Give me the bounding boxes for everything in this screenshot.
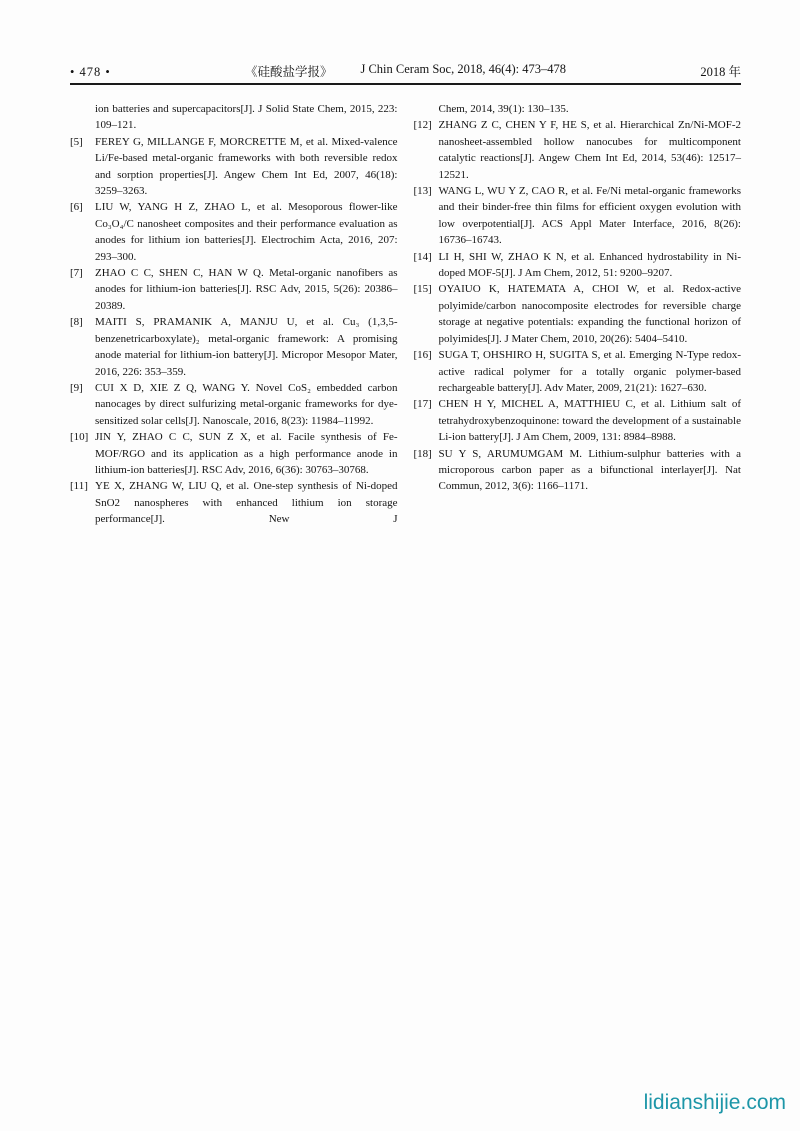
reference-number: [16]	[413, 349, 432, 362]
reference-item-11-continued	[414, 101, 742, 117]
reference-item-6	[70, 199, 398, 265]
reference-number: [12]	[413, 119, 432, 132]
header-rule	[70, 83, 741, 85]
reference-number: [13]	[413, 185, 432, 198]
reference-item-17	[414, 396, 742, 445]
reference-item-16	[414, 347, 742, 396]
reference-text: JIN Y, ZHAO C C, SUN Z X, et al. Facile synthesis of Fe-MOF/RGO and its application as a high performance anode in lithium-ion batteries[J]. RSC Adv, 2016, 6(36): 30763–30768.	[95, 431, 398, 476]
reference-number: [6]	[70, 201, 83, 214]
reference-number: [11]	[70, 480, 88, 493]
reference-number: [15]	[413, 283, 432, 296]
reference-text: LIU W, YANG H Z, ZHAO L, et al. Mesoporous flower-like Co₃O₄/C nanosheet composites and their performance evaluation as anodes for lithium ion batteries[J]. Electrochim Acta, 2016, 207: 293–300.	[95, 201, 398, 263]
reference-number: [5]	[70, 135, 83, 148]
reference-number: [18]	[413, 447, 432, 460]
reference-number: [14]	[413, 250, 432, 263]
reference-item-8	[70, 314, 398, 380]
reference-number: [17]	[413, 398, 432, 411]
reference-item-9	[70, 380, 398, 429]
reference-number: [8]	[70, 316, 83, 329]
reference-text: ZHANG Z C, CHEN Y F, HE S, et al. Hierarchical Zn/Ni-MOF-2 nanosheet-assembled hollow nanocubes for multicomponent catalytic reactions[J]. Angew Chem Int Ed, 2014, 53(46): 12517–12521.	[438, 119, 741, 181]
reference-item-5	[70, 134, 398, 200]
page-number: • 478 •	[70, 65, 111, 79]
page-header	[70, 62, 741, 80]
references-section	[70, 101, 741, 528]
reference-text: CHEN H Y, MICHEL A, MATTHIEU C, et al. Lithium salt of tetrahydroxybenzoquinone: toward the development of a sustainable Li-ion battery[J]. J Am Chem, 2009, 131: 8984–8988.	[438, 398, 741, 444]
reference-text: SU Y S, ARUMUMGAM M. Lithium-sulphur batteries with a microporous carbon paper as a bifunctional interlayer[J]. Nat Commun, 2012, 3(6): 1166–1171.	[438, 447, 741, 493]
reference-item-18	[414, 446, 742, 495]
reference-text: YE X, ZHANG W, LIU Q, et al. One-step synthesis of Ni-doped SnO2 nanospheres with enhanced lithium ion storage performance[J]. New J	[95, 480, 398, 526]
running-head	[220, 62, 591, 80]
references-column-left	[70, 101, 398, 528]
reference-item-11	[70, 478, 398, 527]
reference-text: SUGA T, OHSHIRO H, SUGITA S, et al. Emerging N-Type redox-active radical polymer for a totally organic polymer-based rechargeable battery[J]. Adv Mater, 2009, 21(21): 1627–630.	[438, 349, 741, 394]
journal-citation: J Chin Ceram Soc, 2018, 46(4): 473–478	[360, 62, 567, 76]
reference-item-10	[70, 429, 398, 478]
watermark-site-url: lidianshijie.com	[643, 1091, 786, 1114]
reference-text: ZHAO C C, SHEN C, HAN W Q. Metal-organic nanofibers as anodes for lithium-ion batteries[J]. RSC Adv, 2015, 5(26): 20386–20389.	[95, 267, 398, 312]
reference-number: [7]	[70, 267, 83, 280]
reference-item-12	[414, 117, 742, 183]
references-column-right	[414, 101, 742, 528]
reference-item-7	[70, 265, 398, 314]
journal-title-chinese: 《硅酸盐学报》	[244, 65, 333, 79]
reference-item-4-continued	[70, 101, 398, 134]
reference-number: [10]	[70, 431, 89, 444]
reference-text: OYAIUO K, HATEMATA A, CHOI W, et al. Redox-active polyimide/carbon nanocomposite electrodes for reversible charge storage at negative potentials: expanding the functional horizon of polyimides[J]. J Mater Chem, 2010, 20(26): 5404–5410.	[438, 283, 741, 345]
reference-text: ion batteries and supercapacitors[J]. J Solid State Chem, 2015, 223: 109–121.	[95, 103, 398, 132]
reference-number: [9]	[70, 381, 83, 394]
reference-item-14	[414, 249, 742, 282]
reference-text: WANG L, WU Y Z, CAO R, et al. Fe/Ni metal-organic frameworks and their binder-free thin films for efficient oxygen evolution with low overpotential[J]. ACS Appl Mater Interface, 2016, 8(26): 16736–16743.	[438, 185, 741, 247]
reference-text: FEREY G, MILLANGE F, MORCRETTE M, et al. Mixed-valence Li/Fe-based metal-organic frameworks with both reversible redox and sorption properties[J]. Angew Chem Int Ed, 2007, 46(18): 3259–3263.	[95, 135, 398, 198]
reference-text: CUI X D, XIE Z Q, WANG Y. Novel CoS₂ embedded carbon nanocages by direct sulfurizing metal-organic frameworks for dye-sensitized solar cells[J]. Nanoscale, 2016, 8(23): 11984–11992.	[95, 381, 398, 427]
reference-item-15	[414, 281, 742, 347]
reference-text: LI H, SHI W, ZHAO K N, et al. Enhanced hydrostability in Ni-doped MOF-5[J]. J Am Chem, 2012, 51: 9200–9207.	[438, 250, 741, 280]
reference-item-13	[414, 183, 742, 249]
reference-text: MAITI S, PRAMANIK A, MANJU U, et al. Cu₃ (1,3,5-benzenetricarboxylate)₂ metal-organic framework: A promising anode material for lithium-ion battery[J]. Micropor Mesopor Mater, 2016, 226: 353–359.	[95, 316, 398, 378]
reference-text: Chem, 2014, 39(1): 130–135.	[438, 103, 569, 115]
header-year: 2018 年	[700, 65, 741, 79]
